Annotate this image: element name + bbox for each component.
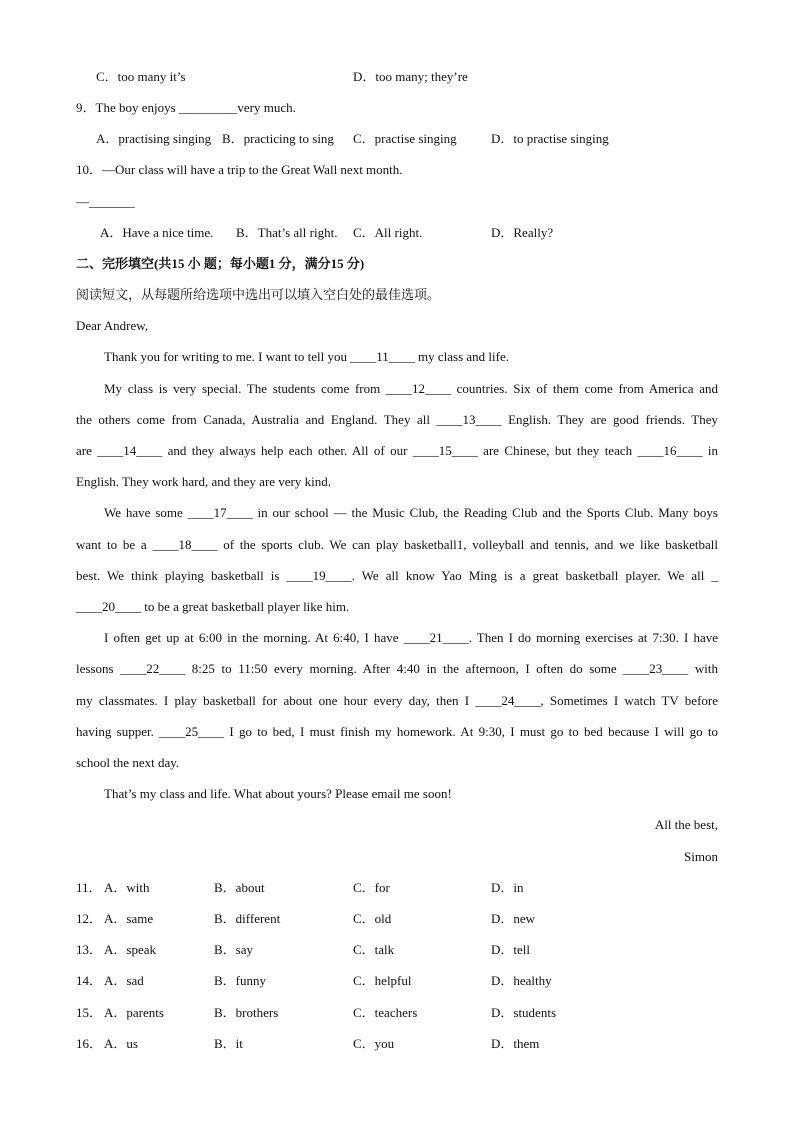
text-run: My class is very special. The students come from — [104, 381, 386, 396]
text-run: having supper. — [76, 724, 160, 739]
letter-p1 — [104, 349, 509, 365]
option-a: A．us — [104, 1036, 138, 1051]
text-run: best. We think playing basketball is — [76, 568, 287, 583]
option-num: 12． — [76, 911, 103, 926]
letter-salutation: Dear Andrew, — [76, 318, 149, 333]
text-run: We have some — [104, 505, 188, 520]
q9-stem — [76, 100, 296, 116]
text-run: lessons — [76, 661, 121, 676]
q9-option-c: C．practise singing — [353, 131, 457, 146]
option-a: A．parents — [104, 1005, 164, 1020]
option-c: C．helpful — [353, 973, 412, 988]
option-num: 15． — [76, 1005, 103, 1020]
option-c: C．you — [353, 1036, 395, 1051]
option-a: A．same — [104, 911, 154, 926]
blank-23: ____23____ — [623, 661, 689, 676]
letter-p3-line1 — [104, 505, 718, 521]
section2-instruction: 阅读短文，从每题所给选项中选出可以填入空白处的最佳选项。 — [76, 287, 441, 302]
text-run: my class and life. — [414, 349, 509, 364]
option-c: C．for — [353, 880, 390, 895]
blank-17: ____17____ — [187, 505, 253, 520]
blank-14: ____14____ — [97, 443, 163, 458]
blank-11: ____11____ — [350, 349, 415, 364]
q9-blank: _________ — [178, 100, 238, 115]
text-run: Thank you for writing to me. I want to tell you — [104, 349, 351, 364]
letter-p4-line1 — [104, 630, 718, 646]
text-run: are — [76, 443, 98, 458]
option-d: D．new — [491, 911, 536, 926]
letter-p2-line2 — [76, 412, 718, 428]
q10-stem: 10．—Our class will have a trip to the Great Wall next month. — [76, 162, 403, 177]
q10-option-a: A．Have a nice time. — [100, 225, 214, 240]
section2-title: 二、完形填空(共15 小 题；每小题1 分，满分15 分) — [76, 256, 365, 271]
option-d: D．in — [491, 880, 524, 895]
text-run: in our school — the Music Club, the Reading Club and the Sports Club. Many boys — [252, 505, 718, 520]
option-d: D．them — [491, 1036, 540, 1051]
option-b: B．say — [214, 942, 254, 957]
blank-13: ____13____ — [436, 412, 502, 427]
letter-signature: Simon — [684, 849, 718, 864]
text-run: English. They are good friends. They — [501, 412, 718, 427]
blank-18: ____18____ — [152, 537, 218, 552]
q9-stem-b: very much. — [237, 100, 296, 115]
letter-p4-line3 — [76, 693, 718, 709]
q10-option-b: B．That’s all right. — [236, 225, 338, 240]
blank-22: ____22____ — [120, 661, 186, 676]
text-run: 8:25 to 11:50 every morning. After 4:40 in the afternoon, I often do some — [185, 661, 624, 676]
text-run: in — [702, 443, 718, 458]
letter-p4-line5: school the next day. — [76, 755, 180, 770]
option-b: B．brothers — [214, 1005, 279, 1020]
option-a: A．with — [104, 880, 150, 895]
letter-p2-line4: English. They work hard, and they are very kind. — [76, 474, 331, 489]
q10-option-d: D．Really? — [491, 225, 554, 240]
option-a: A．speak — [104, 942, 156, 957]
option-c: C．talk — [353, 942, 395, 957]
blank-16: ____16____ — [637, 443, 703, 458]
letter-p3-line3 — [76, 568, 718, 584]
blank-19: ____19____ — [286, 568, 352, 583]
text-run: my classmates. I play basketball for about one hour every day, then I — [76, 693, 476, 708]
letter-p3-line4 — [76, 599, 349, 615]
option-num: 13． — [76, 942, 103, 957]
letter-closing: All the best, — [654, 817, 718, 832]
option-num: 11． — [76, 880, 102, 895]
option-b: B．different — [214, 911, 281, 926]
q9-option-a: A．practising singing — [96, 131, 212, 146]
text-run: I go to bed, I must finish my homework. At 9:30, I must go to bed because I will go to — [224, 724, 718, 739]
blank-21: ____21____ — [403, 630, 469, 645]
blank-15: ____15____ — [412, 443, 478, 458]
text-run: with — [688, 661, 718, 676]
text-run: to be a great basketball player like him. — [141, 599, 350, 614]
text-run: are Chinese, but they teach — [477, 443, 638, 458]
q9-option-b: B．practicing to sing — [222, 131, 334, 146]
option-d: D．students — [491, 1005, 557, 1020]
text-run: want to be a — [76, 537, 153, 552]
blank-20: ____20____ — [76, 599, 141, 614]
option-a: A．sad — [104, 973, 144, 988]
option-c: C．teachers — [353, 1005, 418, 1020]
option-num: 16． — [76, 1036, 103, 1051]
text-run: and they always help each other. All of our — [162, 443, 413, 458]
letter-p4-line2 — [76, 661, 718, 677]
blank-25: ____25____ — [159, 724, 225, 739]
text-run: . We all know Yao Ming is a great basketball player. We all _ — [351, 568, 718, 583]
text-run: the others come from Canada, Australia and England. They all — [76, 412, 437, 427]
q10-reply: —_______ — [76, 194, 135, 209]
letter-p5: That’s my class and life. What about yours? Please email me soon! — [104, 786, 452, 801]
option-c: C．old — [353, 911, 392, 926]
letter-p4-line4 — [76, 724, 718, 740]
text-run: , Sometimes I watch TV before — [540, 693, 719, 708]
q9-option-d: D．to practise singing — [491, 131, 609, 146]
blank-24: ____24____ — [475, 693, 541, 708]
letter-p2-line1 — [104, 381, 718, 397]
q8-option-d: D．too many; they’re — [353, 69, 468, 84]
blank-12: ____12____ — [385, 381, 451, 396]
q8-option-c: C．too many it’s — [96, 69, 186, 84]
letter-p2-line3 — [76, 443, 718, 459]
option-d: D．tell — [491, 942, 530, 957]
option-b: B．about — [214, 880, 265, 895]
option-b: B．it — [214, 1036, 243, 1051]
text-run: . Then I do morning exercises at 7:30. I have — [468, 630, 718, 645]
letter-p3-line2 — [76, 537, 718, 553]
text-run: of the sports club. We can play basketball1, volleyball and tennis, and we like basketball — [217, 537, 719, 552]
q9-stem-a: 9．The boy enjoys — [76, 100, 179, 115]
option-b: B．funny — [214, 973, 267, 988]
q10-option-c: C．All right. — [353, 225, 423, 240]
option-num: 14． — [76, 973, 103, 988]
text-run: I often get up at 6:00 in the morning. At 6:40, I have — [104, 630, 404, 645]
text-run: countries. Six of them come from America and — [450, 381, 718, 396]
option-d: D．healthy — [491, 973, 552, 988]
